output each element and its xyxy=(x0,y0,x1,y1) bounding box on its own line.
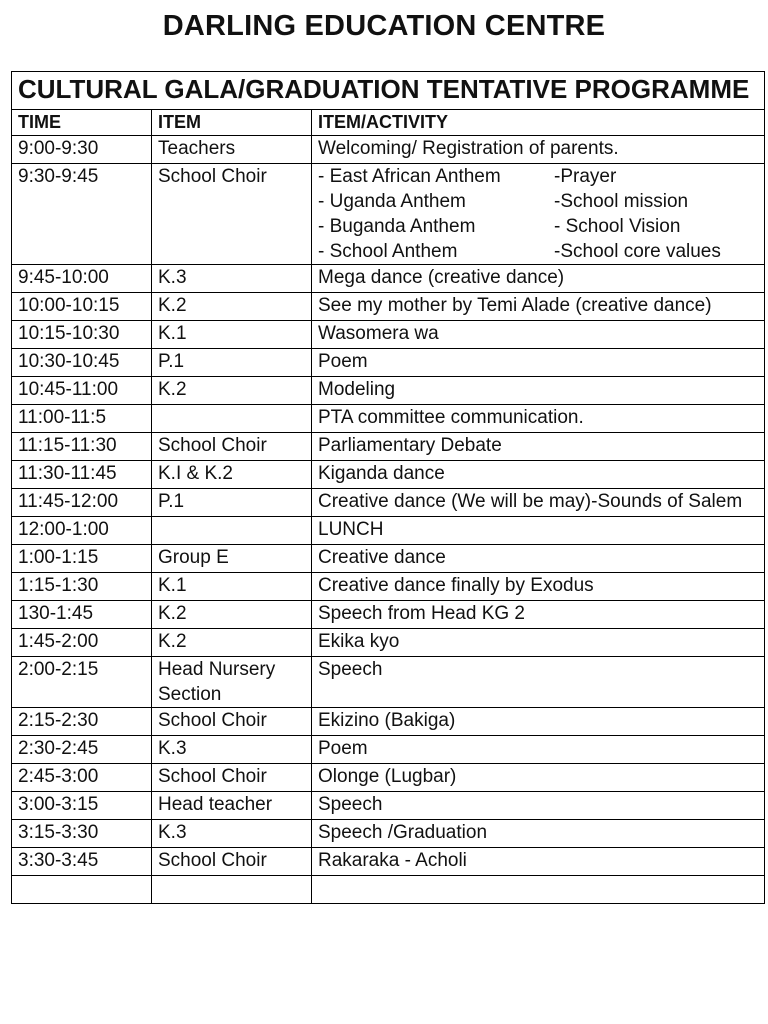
activity-line xyxy=(318,189,764,214)
table-row xyxy=(12,764,765,792)
activity-line-left: - East African Anthem xyxy=(318,166,501,187)
table-row xyxy=(12,657,765,708)
item-cell: Head teacher xyxy=(152,792,312,820)
item-cell: School Choir xyxy=(152,848,312,876)
table-row xyxy=(12,293,765,321)
item-cell: Group E xyxy=(152,545,312,573)
item-cell: K.2 xyxy=(152,601,312,629)
activity-cell: Speech xyxy=(312,657,765,708)
programme-title: CULTURAL GALA/GRADUATION TENTATIVE PROGRAMME xyxy=(12,72,765,110)
table-row xyxy=(12,349,765,377)
table-row xyxy=(12,736,765,764)
item-cell: K.3 xyxy=(152,820,312,848)
programme-table xyxy=(11,71,765,904)
table-row xyxy=(12,433,765,461)
activity-cell xyxy=(312,876,765,904)
table-row xyxy=(12,601,765,629)
table-row xyxy=(12,820,765,848)
activity-cell: Ekika kyo xyxy=(312,629,765,657)
item-cell xyxy=(152,876,312,904)
table-row xyxy=(12,405,765,433)
activity-cell: Ekizino (Bakiga) xyxy=(312,708,765,736)
activity-line-right: -School mission xyxy=(554,191,689,212)
table-row xyxy=(12,321,765,349)
activity-cell: Parliamentary Debate xyxy=(312,433,765,461)
table-row xyxy=(12,461,765,489)
time-cell: 3:00-3:15 xyxy=(12,792,152,820)
time-cell: 1:15-1:30 xyxy=(12,573,152,601)
activity-cell: Olonge (Lugbar) xyxy=(312,764,765,792)
table-row xyxy=(12,545,765,573)
item-cell: K.2 xyxy=(152,293,312,321)
activity-cell: Poem xyxy=(312,349,765,377)
column-header-item: ITEM xyxy=(152,110,312,136)
activity-cell: Poem xyxy=(312,736,765,764)
item-cell: Teachers xyxy=(152,136,312,164)
column-header-row xyxy=(12,110,765,136)
item-cell: School Choir xyxy=(152,164,312,265)
item-cell: K.3 xyxy=(152,265,312,293)
time-cell: 11:45-12:00 xyxy=(12,489,152,517)
table-row xyxy=(12,573,765,601)
item-cell: K.1 xyxy=(152,573,312,601)
item-cell xyxy=(152,405,312,433)
activity-cell: Creative dance (We will be may)-Sounds of Salem xyxy=(312,489,765,517)
item-cell: K.I & K.2 xyxy=(152,461,312,489)
activity-cell: Creative dance xyxy=(312,545,765,573)
time-cell: 9:45-10:00 xyxy=(12,265,152,293)
activity-line-left: - School Anthem xyxy=(318,241,458,262)
item-cell: School Choir xyxy=(152,433,312,461)
activity-cell: See my mother by Temi Alade (creative dance) xyxy=(312,293,765,321)
item-cell: Head Nursery Section xyxy=(152,657,312,708)
activity-cell: PTA committee communication. xyxy=(312,405,765,433)
table-row xyxy=(12,265,765,293)
programme-title-row xyxy=(12,72,765,110)
time-cell: 1:45-2:00 xyxy=(12,629,152,657)
table-row xyxy=(12,136,765,164)
activity-line xyxy=(318,214,764,239)
time-cell: 12:00-1:00 xyxy=(12,517,152,545)
item-cell: P.1 xyxy=(152,349,312,377)
time-cell: 2:30-2:45 xyxy=(12,736,152,764)
time-cell: 10:45-11:00 xyxy=(12,377,152,405)
time-cell: 9:00-9:30 xyxy=(12,136,152,164)
activity-line-left: - Uganda Anthem xyxy=(318,191,466,212)
column-header-time: TIME xyxy=(12,110,152,136)
time-cell: 2:00-2:15 xyxy=(12,657,152,708)
activity-cell: LUNCH xyxy=(312,517,765,545)
time-cell: 130-1:45 xyxy=(12,601,152,629)
time-cell: 10:15-10:30 xyxy=(12,321,152,349)
activity-cell: Speech xyxy=(312,792,765,820)
time-cell xyxy=(12,876,152,904)
activity-cell: Rakaraka - Acholi xyxy=(312,848,765,876)
item-cell xyxy=(152,517,312,545)
time-cell: 2:15-2:30 xyxy=(12,708,152,736)
activity-line-right: -Prayer xyxy=(554,166,617,187)
table-row xyxy=(12,629,765,657)
activity-line xyxy=(318,164,764,189)
item-cell: School Choir xyxy=(152,764,312,792)
table-row xyxy=(12,708,765,736)
time-cell: 10:00-10:15 xyxy=(12,293,152,321)
item-cell: K.3 xyxy=(152,736,312,764)
table-row xyxy=(12,876,765,904)
time-cell: 11:30-11:45 xyxy=(12,461,152,489)
activity-cell: Creative dance finally by Exodus xyxy=(312,573,765,601)
time-cell: 2:45-3:00 xyxy=(12,764,152,792)
table-row xyxy=(12,517,765,545)
activity-cell xyxy=(312,164,765,265)
item-cell: K.1 xyxy=(152,321,312,349)
time-cell: 3:15-3:30 xyxy=(12,820,152,848)
time-cell: 11:15-11:30 xyxy=(12,433,152,461)
table-row xyxy=(12,848,765,876)
activity-line-right: - School Vision xyxy=(554,216,681,237)
time-cell: 10:30-10:45 xyxy=(12,349,152,377)
time-cell: 3:30-3:45 xyxy=(12,848,152,876)
item-cell: P.1 xyxy=(152,489,312,517)
time-cell: 1:00-1:15 xyxy=(12,545,152,573)
column-header-activity: ITEM/ACTIVITY xyxy=(312,110,765,136)
activity-cell: Speech from Head KG 2 xyxy=(312,601,765,629)
table-row xyxy=(12,489,765,517)
activity-cell: Welcoming/ Registration of parents. xyxy=(312,136,765,164)
activity-cell: Modeling xyxy=(312,377,765,405)
item-cell: K.2 xyxy=(152,377,312,405)
activity-line-left: - Buganda Anthem xyxy=(318,216,476,237)
activity-line-right: -School core values xyxy=(554,241,721,262)
page-title: DARLING EDUCATION CENTRE xyxy=(162,10,606,42)
activity-cell: Kiganda dance xyxy=(312,461,765,489)
activity-cell: Mega dance (creative dance) xyxy=(312,265,765,293)
time-cell: 9:30-9:45 xyxy=(12,164,152,265)
activity-line xyxy=(318,239,764,264)
table-row xyxy=(12,792,765,820)
activity-cell: Speech /Graduation xyxy=(312,820,765,848)
table-row xyxy=(12,164,765,265)
time-cell: 11:00-11:5 xyxy=(12,405,152,433)
activity-cell: Wasomera wa xyxy=(312,321,765,349)
table-row xyxy=(12,377,765,405)
item-cell: School Choir xyxy=(152,708,312,736)
item-cell: K.2 xyxy=(152,629,312,657)
